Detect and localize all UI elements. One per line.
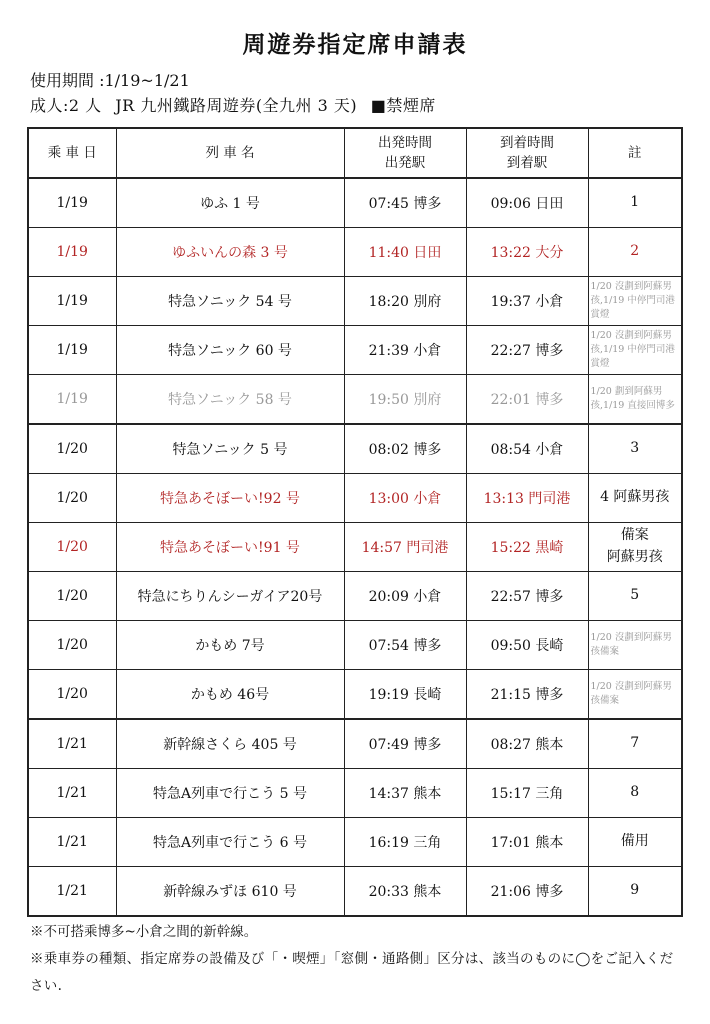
row-arrival: 22:01 博多 (466, 375, 588, 425)
footnote-instructions: ※乗車券の種類、指定席券の設備及び「・喫煙」「窓側・通路側」区分は、該当のものに◯をご記入ください. (30, 951, 674, 994)
row-departure: 18:20 別府 (344, 277, 466, 326)
row-date: 1/20 (28, 424, 116, 474)
row-train: ゆふ 1 号 (116, 178, 344, 228)
row-departure: 11:40 日田 (344, 228, 466, 277)
departure-station-label: 出発駅 (384, 155, 426, 171)
row-departure: 21:39 小倉 (344, 326, 466, 375)
pass-type: JR 九州鐵路周遊券(全九州 3 天) (115, 96, 358, 115)
row-arrival: 15:22 黒崎 (466, 523, 588, 572)
row-note: 1/20 沒劃到阿蘇男孩備案 (588, 621, 682, 670)
row-note-line: 阿蘇男孩 (606, 549, 663, 565)
row-arrival: 08:27 熊本 (466, 719, 588, 769)
row-train: かもめ 7号 (116, 621, 344, 670)
row-date: 1/19 (28, 375, 116, 425)
row-train: 特急ソニック 5 号 (116, 424, 344, 474)
table-row (28, 572, 682, 621)
row-date: 1/20 (28, 474, 116, 523)
row-departure: 16:19 三角 (344, 818, 466, 867)
table-row (28, 424, 682, 474)
row-note: 1 (588, 178, 682, 228)
table-row (28, 621, 682, 670)
row-arrival: 22:27 博多 (466, 326, 588, 375)
row-departure: 14:37 熊本 (344, 769, 466, 818)
row-date: 1/20 (28, 572, 116, 621)
col-train-header: 列 車 名 (116, 128, 344, 178)
row-note: 1/20 沒劃到阿蘇男孩備案 (588, 670, 682, 720)
row-departure: 19:19 長崎 (344, 670, 466, 720)
table-row (28, 277, 682, 326)
row-departure: 14:57 門司港 (344, 523, 466, 572)
arrival-time-label: 到着時間 (500, 134, 554, 151)
col-departure-header (344, 128, 466, 178)
row-train: 特急ソニック 54 号 (116, 277, 344, 326)
row-arrival: 09:50 長崎 (466, 621, 588, 670)
row-date: 1/21 (28, 867, 116, 917)
row-date: 1/21 (28, 719, 116, 769)
row-departure: 20:09 小倉 (344, 572, 466, 621)
smoking-option: ■禁煙席 (370, 96, 436, 115)
row-train: ゆふいんの森 3 号 (116, 228, 344, 277)
row-note: 備用 (588, 818, 682, 867)
table-row (28, 178, 682, 228)
row-note: 2 (588, 228, 682, 277)
row-note: 1/20 劃到阿蘇男孩,1/19 直接回博多 (588, 375, 682, 425)
row-note: 5 (588, 572, 682, 621)
row-note: 1/20 沒劃到阿蘇男孩,1/19 中停門司港賞燈 (588, 277, 682, 326)
row-arrival: 15:17 三角 (466, 769, 588, 818)
row-train: 特急ソニック 60 号 (116, 326, 344, 375)
row-note: 8 (588, 769, 682, 818)
row-date: 1/21 (28, 818, 116, 867)
row-date: 1/19 (28, 228, 116, 277)
row-train: 特急A列車で行こう 5 号 (116, 769, 344, 818)
footnote-no-shinkansen: ※不可搭乘博多~小倉之間的新幹線。 (30, 924, 258, 940)
table-row (28, 867, 682, 917)
train-schedule-table (27, 127, 683, 917)
row-arrival: 08:54 小倉 (466, 424, 588, 474)
table-row (28, 375, 682, 425)
passenger-count: 成人:2 人 (30, 96, 102, 115)
row-arrival: 09:06 日田 (466, 178, 588, 228)
row-departure: 07:49 博多 (344, 719, 466, 769)
row-departure: 13:00 小倉 (344, 474, 466, 523)
row-train: 特急あそぼーい!92 号 (116, 474, 344, 523)
row-date: 1/20 (28, 670, 116, 720)
table-row (28, 769, 682, 818)
row-date: 1/20 (28, 621, 116, 670)
table-row (28, 474, 682, 523)
col-arrival-header (466, 128, 588, 178)
row-train: 特急にちりんシーガイア20号 (116, 572, 344, 621)
arrival-station-label: 到着駅 (506, 155, 548, 171)
row-note-line: 備案 (620, 527, 649, 544)
passenger-info (30, 93, 444, 116)
row-departure: 07:45 博多 (344, 178, 466, 228)
row-departure: 19:50 別府 (344, 375, 466, 425)
row-note (588, 523, 682, 572)
table-row (28, 228, 682, 277)
table-row (28, 670, 682, 720)
table-row (28, 818, 682, 867)
row-train: かもめ 46号 (116, 670, 344, 720)
table-row (28, 326, 682, 375)
row-date: 1/19 (28, 326, 116, 375)
row-arrival: 21:06 博多 (466, 867, 588, 917)
table-row (28, 719, 682, 769)
row-train: 新幹線みずほ 610 号 (116, 867, 344, 917)
row-date: 1/19 (28, 178, 116, 228)
departure-time-label: 出発時間 (378, 134, 432, 151)
row-note: 7 (588, 719, 682, 769)
row-train: 新幹線さくら 405 号 (116, 719, 344, 769)
table-header-row (28, 128, 682, 178)
row-arrival: 19:37 小倉 (466, 277, 588, 326)
row-note: 1/20 沒劃到阿蘇男孩,1/19 中停門司港賞燈 (588, 326, 682, 375)
row-arrival: 13:22 大分 (466, 228, 588, 277)
row-train: 特急あそぼーい!91 号 (116, 523, 344, 572)
row-date: 1/21 (28, 769, 116, 818)
row-departure: 07:54 博多 (344, 621, 466, 670)
row-arrival: 17:01 熊本 (466, 818, 588, 867)
row-date: 1/20 (28, 523, 116, 572)
row-train: 特急A列車で行こう 6 号 (116, 818, 344, 867)
row-date: 1/19 (28, 277, 116, 326)
row-note: 3 (588, 424, 682, 474)
table-row (28, 523, 682, 572)
usage-period: 使用期間 :1/19~1/21 (30, 71, 190, 90)
row-departure: 20:33 熊本 (344, 867, 466, 917)
row-arrival: 21:15 博多 (466, 670, 588, 720)
col-note-header: 註 (588, 128, 682, 178)
row-arrival: 22:57 博多 (466, 572, 588, 621)
row-note: 4 阿蘇男孩 (588, 474, 682, 523)
row-train: 特急ソニック 58 号 (116, 375, 344, 425)
row-arrival: 13:13 門司港 (466, 474, 588, 523)
form-title: 周遊券指定席申請表 (242, 31, 468, 58)
row-note: 9 (588, 867, 682, 917)
col-date-header: 乘 車 日 (28, 128, 116, 178)
row-departure: 08:02 博多 (344, 424, 466, 474)
